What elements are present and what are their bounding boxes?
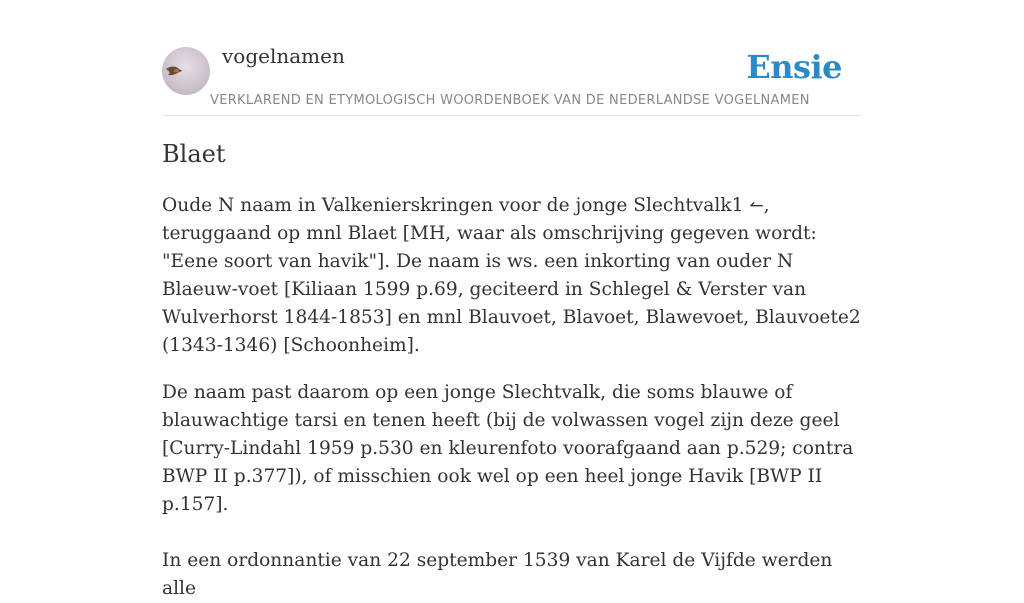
paragraph-1 — [162, 192, 862, 360]
paragraph-2: De naam past daarom op een jonge Slechtvalk, die soms blauwe of blauwachtige tarsi en tenen heeft (bij de volwassen vogel zijn deze geel [Curry-Lindahl 1959 p.530 en kleurenfoto voorafgaand aan p.529; contra BWP II p.377]), of misschien ook wel op een heel jonge Havik [BWP II p.157]. — [162, 382, 854, 515]
dictionary-subtitle: VERKLAREND EN ETYMOLOGISCH WOORDENBOEK VAN DE NEDERLANDSE VOGELNAMEN — [210, 93, 810, 108]
paragraph-1-start: Oude N naam in Valkenierskringen voor de jonge Slechtvalk1 — [162, 195, 750, 216]
page — [162, 0, 862, 603]
avatar[interactable] — [162, 47, 210, 95]
entry-title: Blaet — [162, 140, 226, 168]
bird-photo-icon — [162, 47, 210, 95]
paragraph-1-rest: , teruggaand op mnl Blaet [MH, waar als omschrijving gegeven wordt: "Eene soort van havik"]. De naam is ws. een inkorting van ouder N Blaeuw-voet [Kiliaan 1599 p.69, geciteerd in Schlegel & Verster van Wulverhorst 1844-1853] en mnl Blauvoet, Blavoet, Blawevoet, Blauvoete2 (1343-1346) [Schoonheim]. — [162, 195, 861, 356]
brand-logo[interactable]: Ensie — [746, 48, 842, 86]
site-name-link[interactable]: vogelnamen — [222, 44, 345, 68]
footnote-backlink[interactable]: ↼ — [749, 196, 764, 216]
site-header — [162, 0, 862, 116]
paragraph-3: In een ordonnantie van 22 september 1539 van Karel de Vijfde werden alle — [162, 550, 833, 599]
